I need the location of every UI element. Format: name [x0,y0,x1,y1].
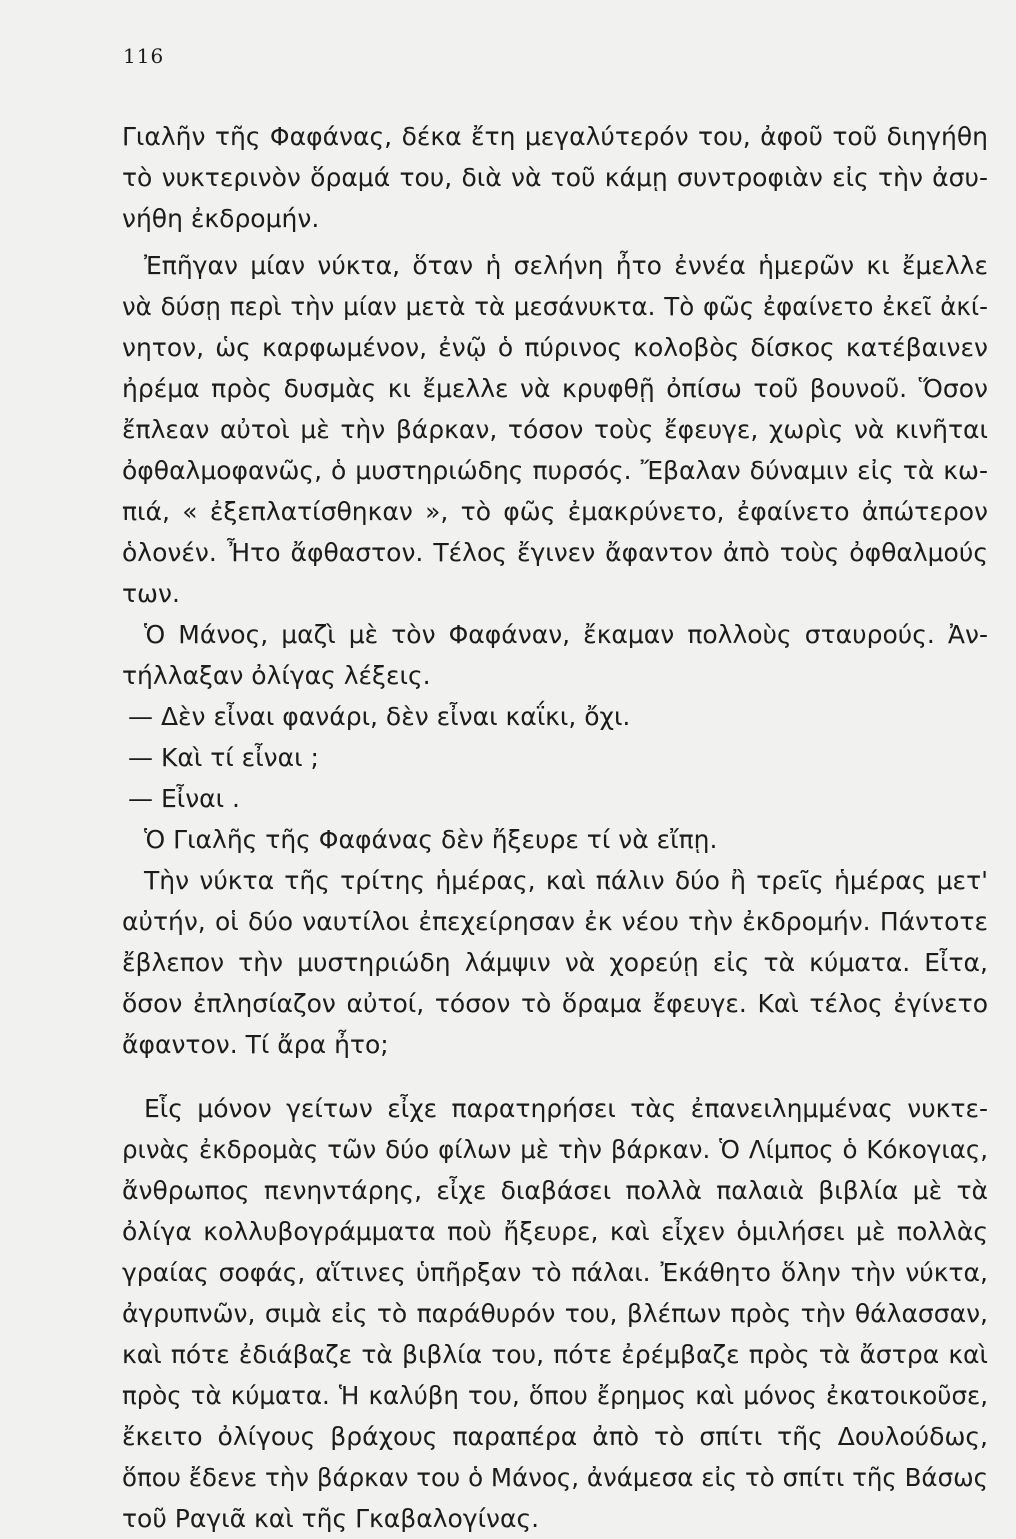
text-line: ὀφθαλμοφανῶς, ὁ μυστηριώδης πυρσός. Ἔβαλαν δύναμιν εἰς τὰ κω- [122,456,988,485]
text-line: ὅσον ἐπλησίαζον αὐτοί, τόσον τὸ ὅραμα ἔφευγε. Καὶ τέλος ἐγίνετο [122,989,988,1018]
text-line: τήλλαξαν ὀλίγας λέξεις. [122,661,431,690]
text-line: καὶ πότε ἐδιάβαζε τὰ βιβλία του, πότε ἐρέμβαζε πρὸς τὰ ἄστρα καὶ [122,1340,988,1369]
text-line: ὁλονέν. Ἦτο ἄφθαστον. Τέλος ἔγινεν ἄφαντον ἀπὸ τοὺς ὀφθαλμούς [122,538,988,567]
dialogue-line: — Δὲν εἶναι φανάρι, δὲν εἶναι καΐκι, ὄχι. [128,702,631,731]
text-line: αὐτήν, οἱ δύο ναυτίλοι ἐπεχείρησαν ἐκ νέου τὴν ἐκδρομήν. Πάντοτε [122,907,988,936]
text-line: ἔκειτο ὀλίγους βράχους παραπέρα ἀπὸ τὸ σπίτι τῆς Δουλούδως, [122,1422,988,1451]
text-line: ἔπλεαν αὐτοὶ μὲ τὴν βάρκαν, τόσον τοὺς ἔφευγε, χωρὶς νὰ κινῆται [122,415,988,444]
dialogue-line: — Καὶ τί εἶναι ; [128,743,319,772]
text-line: πιά, « ἐξεπλατίσθηκαν », τὸ φῶς ἐμακρύνετο, ἐφαίνετο ἀπώτερον [122,497,988,526]
dialogue-line: — Εἶναι . [128,784,240,813]
text-line: Ὁ Μάνος, μαζὶ μὲ τὸν Φαφάναν, ἔκαμαν πολλοὺς σταυρούς. Ἀν- [144,620,988,649]
text-line: Τὴν νύκτα τῆς τρίτης ἡμέρας, καὶ πάλιν δύο ἢ τρεῖς ἡμέρας μετ' [144,866,988,895]
text-line: πρὸς τὰ κύματα. Ἡ καλύβη του, ὅπου ἔρημος καὶ μόνος ἐκατοικοῦσε, [122,1381,988,1410]
body-text [122,116,988,1539]
text-line: των. [122,579,180,608]
text-line: ἠρέμα πρὸς δυσμὰς κι ἔμελλε νὰ κρυφθῇ ὀπίσω τοῦ βουνοῦ. Ὅσον [122,374,988,403]
text-line: τὸ νυκτερινὸν ὅραμά του, διὰ νὰ τοῦ κάμῃ συντροφιὰν εἰς τὴν ἀσυ- [122,163,988,192]
text-line: Γιαλῆν τῆς Φαφάνας, δέκα ἔτη μεγαλύτερόν του, ἀφοῦ τοῦ διηγήθη [122,122,988,151]
text-line: νήθη ἐκδρομήν. [122,204,320,233]
text-line: Ὁ Γιαλῆς τῆς Φαφάνας δὲν ἤξευρε τί νὰ εἴπῃ. [144,825,718,854]
text-line: Εἷς μόνον γείτων εἶχε παρατηρήσει τὰς ἐπανειλημμένας νυκτε- [144,1094,988,1123]
text-line: Ἐπῆγαν μίαν νύκτα, ὅταν ἡ σελήνη ἦτο ἐννέα ἡμερῶν κι ἔμελλε [144,251,988,280]
text-line: ἄνθρωπος πενηντάρης, εἶχε διαβάσει πολλὰ παλαιὰ βιβλία μὲ τὰ [122,1176,988,1205]
text-line: νὰ δύσῃ περὶ τὴν μίαν μετὰ τὰ μεσάνυκτα. Τὸ φῶς ἐφαίνετο ἐκεῖ ἀκί- [122,292,988,321]
text-line: ἔβλεπον τὴν μυστηριώδη λάμψιν νὰ χορεύῃ εἰς τὰ κύματα. Εἶτα, [122,948,988,977]
page-number: 116 [123,44,165,68]
text-line: τοῦ Ραγιᾶ καὶ τῆς Γκαβαλογίνας. [122,1504,540,1533]
text-line: ὀλίγα κολλυβογράμματα ποὺ ἤξευρε, καὶ εἶχεν ὁμιλήσει μὲ πολλὰς [122,1217,988,1246]
text-line: ἄφαντον. Τί ἄρα ἦτο; [122,1030,389,1059]
text-line: γραίας σοφάς, αἵτινες ὑπῆρξαν τὸ πάλαι. Ἐκάθητο ὅλην τὴν νύκτα, [122,1258,988,1287]
text-line: ρινὰς ἐκδρομὰς τῶν δύο φίλων μὲ τὴν βάρκαν. Ὁ Λίμπος ὁ Κόκογιας, [122,1135,988,1164]
text-line: ὅπου ἔδενε τὴν βάρκαν του ὁ Μάνος, ἀνάμεσα εἰς τὸ σπίτι τῆς Βάσως [122,1463,988,1492]
text-line: νητον, ὡς καρφωμένον, ἐνῷ ὁ πύρινος κολοβὸς δίσκος κατέβαινεν [122,333,988,362]
text-line: ἀγρυπνῶν, σιμὰ εἰς τὸ παράθυρόν του, βλέπων πρὸς τὴν θάλασσαν, [122,1299,988,1328]
